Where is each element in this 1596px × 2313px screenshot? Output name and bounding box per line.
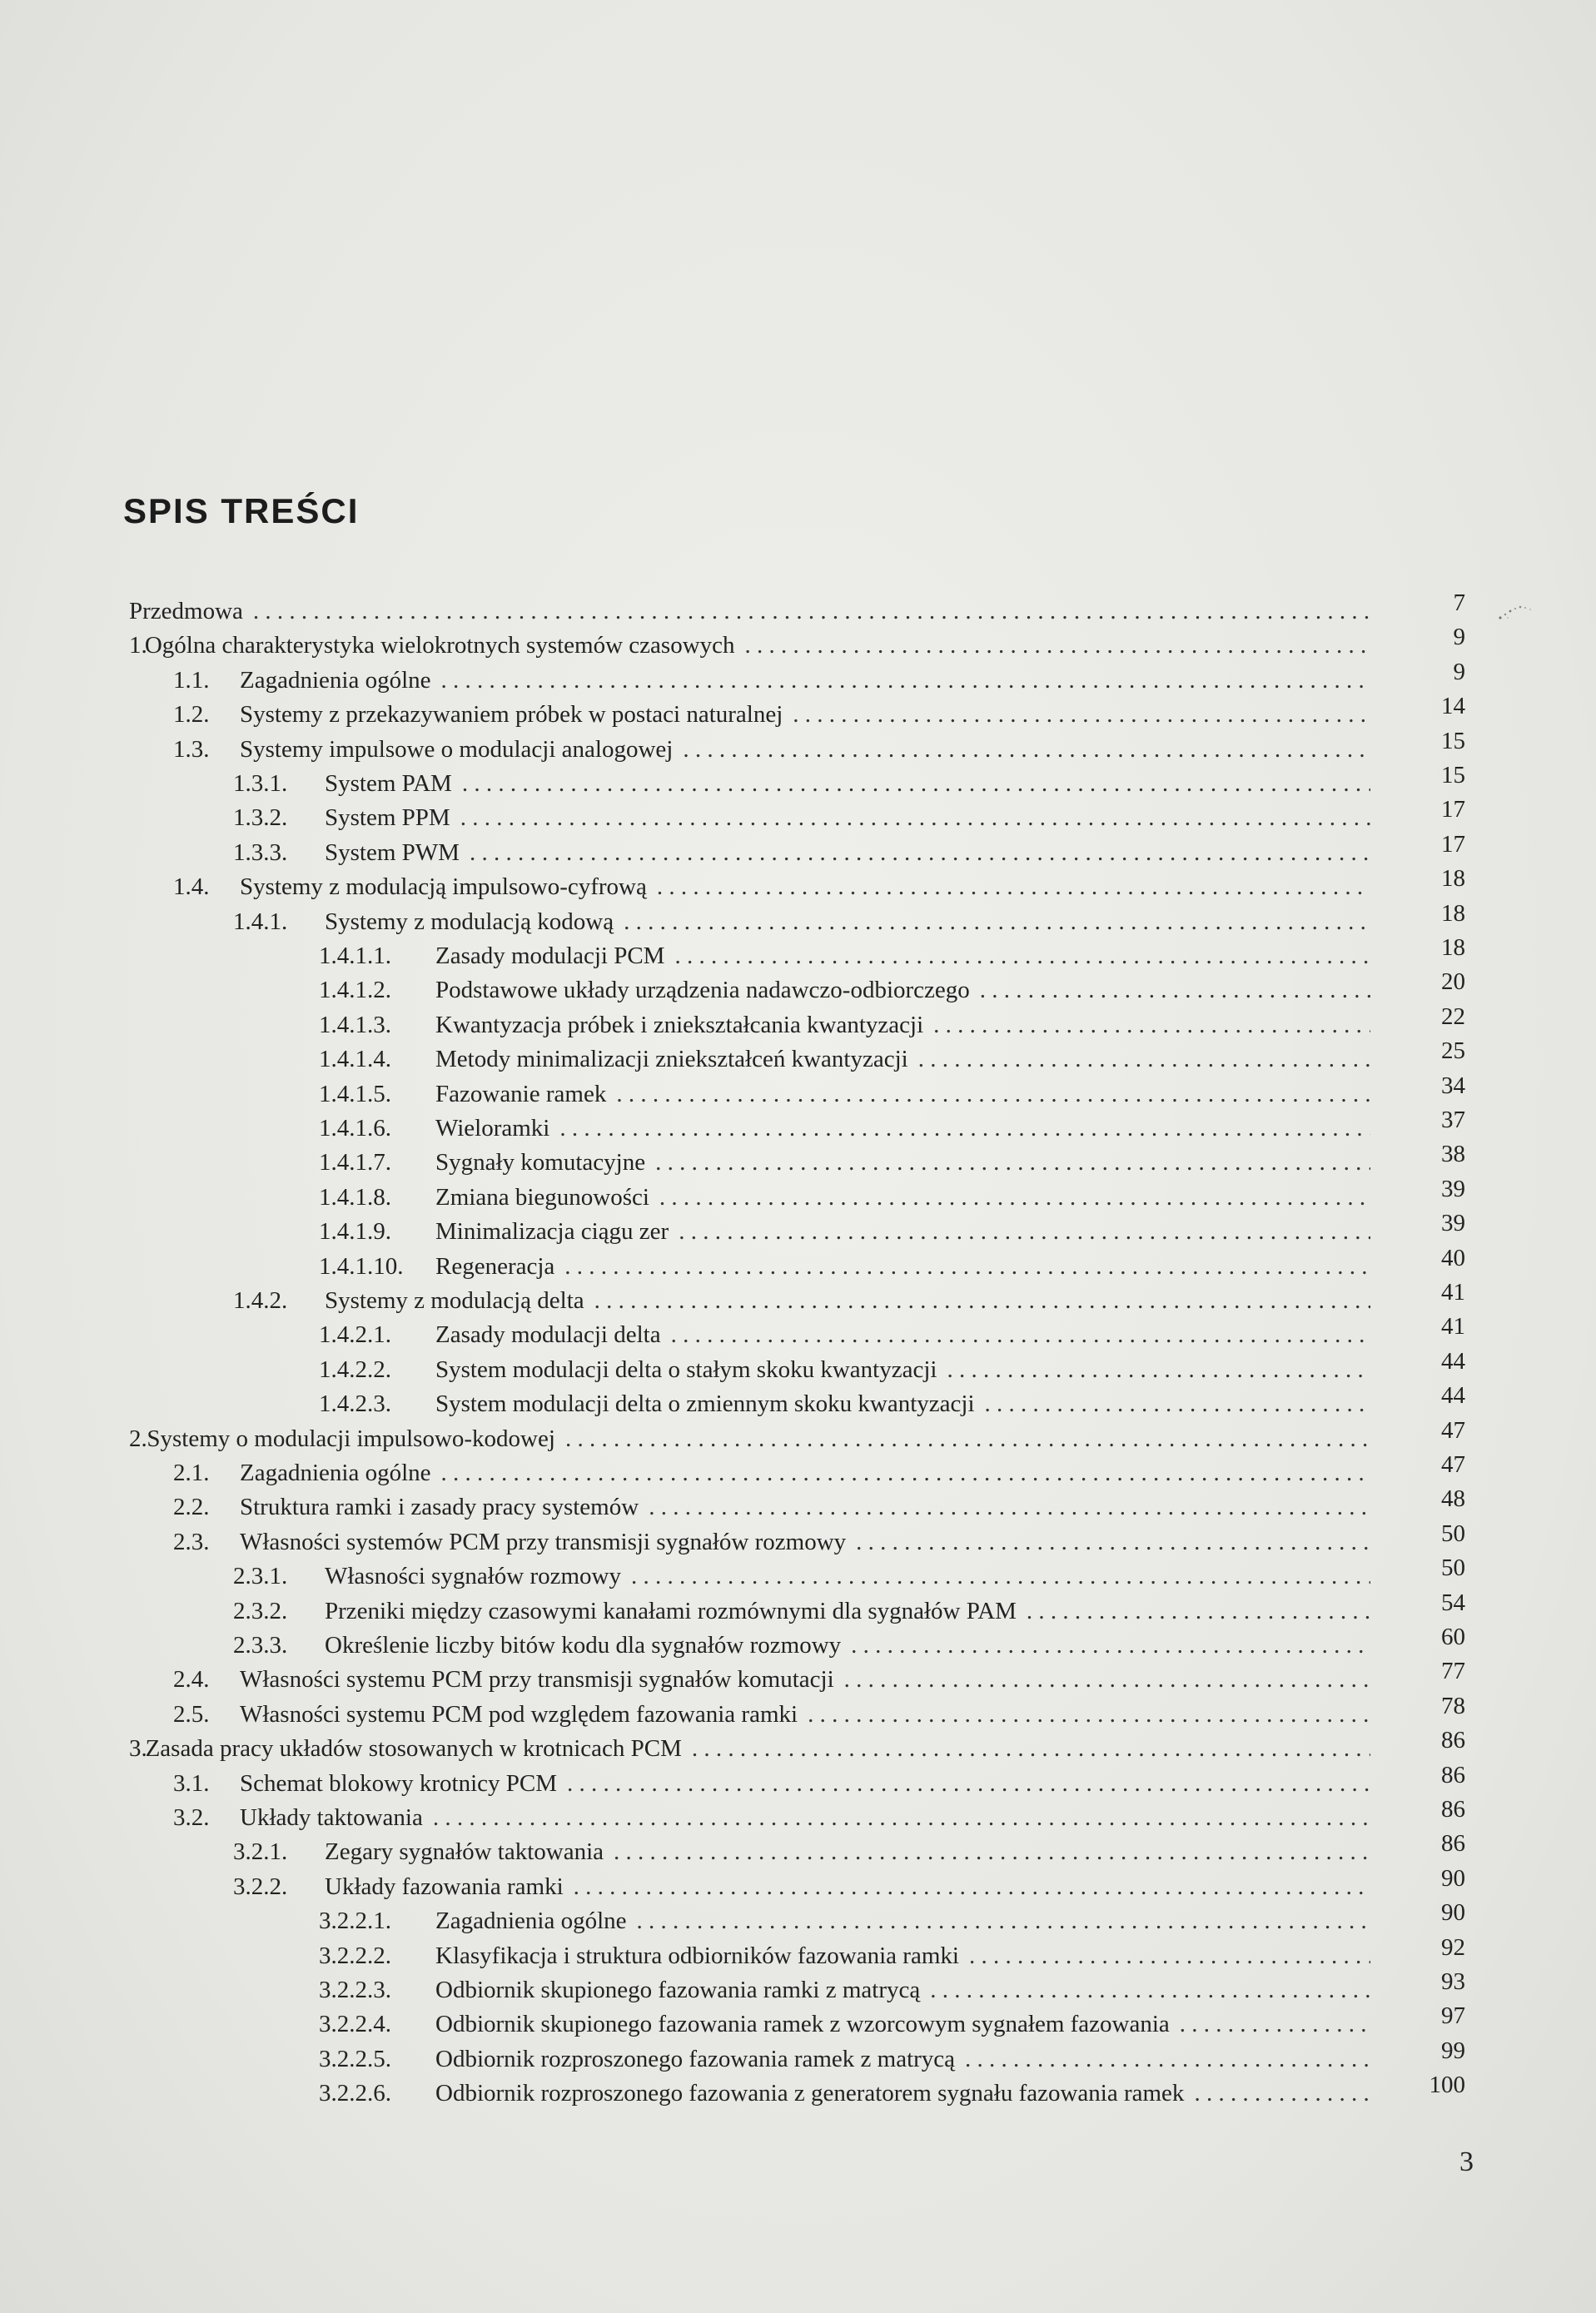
toc-entry-title: Kwantyzacja próbek i zniekształcania kwantyzacji bbox=[435, 1012, 924, 1038]
toc-leader-dots bbox=[567, 1767, 1370, 1801]
toc-entry-title: Odbiornik rozproszonego fazowania ramek z matrycą bbox=[435, 2046, 956, 2072]
toc-entry-page: 44 bbox=[1441, 1382, 1465, 1409]
toc-entry bbox=[173, 1767, 1382, 1801]
toc-leader-dots bbox=[565, 1422, 1370, 1456]
toc-entry-title: Wieloramki bbox=[435, 1115, 550, 1142]
toc-entry bbox=[319, 1318, 1382, 1352]
toc-entry-page: 39 bbox=[1441, 1176, 1465, 1202]
toc-entry-number: 3.2.2.6. bbox=[319, 2080, 391, 2107]
toc-leader-dots bbox=[564, 1250, 1370, 1284]
toc-leader-dots bbox=[624, 905, 1370, 939]
toc-entry bbox=[233, 1835, 1382, 1869]
toc-entry bbox=[129, 629, 1382, 663]
toc-entry bbox=[173, 1663, 1382, 1697]
toc-entry-title: Przeniki między czasowymi kanałami rozmównymi dla sygnałów PAM bbox=[325, 1598, 1017, 1624]
toc-entry-title: Zagadnienia ogólne bbox=[240, 1460, 431, 1486]
toc-leader-dots bbox=[679, 1215, 1370, 1249]
toc-entry-number: 1.4.1.2. bbox=[319, 977, 391, 1003]
toc-entry-page: 77 bbox=[1441, 1658, 1465, 1684]
toc-entry-page: 15 bbox=[1441, 762, 1465, 788]
toc-entry-number: 1.4.1.7. bbox=[319, 1149, 391, 1176]
toc-entry-title: Odbiornik skupionego fazowania ramek z wzorcowym sygnałem fazowania bbox=[435, 2011, 1170, 2037]
toc-leader-dots bbox=[969, 1939, 1370, 1973]
toc-entry-title: System PAM bbox=[325, 770, 452, 797]
toc-entry-page: 34 bbox=[1441, 1072, 1465, 1099]
toc-entry-number: 2.1. bbox=[173, 1460, 210, 1486]
toc-entry-page: 86 bbox=[1441, 1830, 1465, 1857]
toc-entry-title: Układy fazowania ramki bbox=[325, 1873, 564, 1900]
toc-entry bbox=[319, 1387, 1382, 1421]
toc-leader-dots bbox=[1194, 2077, 1370, 2111]
toc-entry-number: 1.4.2.3. bbox=[319, 1390, 391, 1417]
toc-leader-dots bbox=[985, 1387, 1370, 1421]
toc-entry-page: 44 bbox=[1441, 1348, 1465, 1375]
toc-entry-title: Ogólna charakterystyka wielokrotnych systemów czasowych bbox=[144, 632, 735, 659]
page-number: 3 bbox=[1459, 2146, 1474, 2177]
toc-entry-title: Systemy z modulacją impulsowo-cyfrową bbox=[240, 873, 647, 900]
toc-entry-title: Przedmowa bbox=[129, 598, 243, 624]
toc-entry-number: 1. bbox=[129, 632, 147, 659]
toc-leader-dots bbox=[433, 1801, 1370, 1835]
toc-entry-number: 1.3.3. bbox=[233, 839, 288, 866]
toc-entry bbox=[233, 905, 1382, 939]
toc-entry-number: 2.3.1. bbox=[233, 1563, 288, 1589]
toc-entry-number: 3.2.2.5. bbox=[319, 2046, 391, 2072]
toc-entry-page: 14 bbox=[1441, 693, 1465, 719]
toc-entry-page: 47 bbox=[1441, 1451, 1465, 1478]
toc-leader-dots bbox=[1027, 1594, 1370, 1629]
toc-entry bbox=[319, 2077, 1382, 2111]
toc-entry-page: 18 bbox=[1441, 900, 1465, 927]
toc-entry-number: 3.2.2.4. bbox=[319, 2011, 391, 2037]
toc-entry-number: 2.5. bbox=[173, 1701, 210, 1728]
toc-entry bbox=[319, 2042, 1382, 2077]
toc-entry bbox=[319, 1904, 1382, 1938]
toc-entry-title: Systemy z przekazywaniem próbek w postaci naturalnej bbox=[240, 701, 783, 728]
toc-entry bbox=[319, 1353, 1382, 1387]
toc-entry-page: 17 bbox=[1441, 796, 1465, 823]
toc-entry-title: Zagadnienia ogólne bbox=[240, 667, 431, 694]
toc-entry-number: 1.4.1.9. bbox=[319, 1218, 391, 1245]
toc-entry-title: Odbiornik rozproszonego fazowania z generatorem sygnału fazowania ramek bbox=[435, 2080, 1185, 2107]
toc-entry-page: 7 bbox=[1453, 589, 1465, 616]
toc-entry-number: 1.2. bbox=[173, 701, 210, 728]
toc-entry-number: 1.1. bbox=[173, 667, 210, 694]
toc-entry-page: 41 bbox=[1441, 1313, 1465, 1340]
toc-entry-page: 37 bbox=[1441, 1107, 1465, 1133]
toc-entry-number: 1.4. bbox=[173, 873, 210, 900]
toc-entry-number: 3.2.2.1. bbox=[319, 1908, 391, 1934]
toc-entry-page: 92 bbox=[1441, 1934, 1465, 1961]
toc-entry bbox=[233, 801, 1382, 835]
toc-entry-page: 50 bbox=[1441, 1554, 1465, 1581]
toc-entry-number: 3.2.2.3. bbox=[319, 1977, 391, 2003]
toc-entry-page: 39 bbox=[1441, 1210, 1465, 1236]
toc-entry-number: 3.2.2.2. bbox=[319, 1942, 391, 1969]
toc-entry-number: 3. bbox=[129, 1735, 147, 1762]
toc-entry bbox=[173, 1456, 1382, 1490]
toc-entry bbox=[173, 698, 1382, 732]
toc-entry-number: 2.3.3. bbox=[233, 1632, 288, 1659]
toc-leader-dots bbox=[649, 1490, 1370, 1525]
toc-entry-number: 3.2. bbox=[173, 1804, 210, 1831]
toc-entry-page: 17 bbox=[1441, 831, 1465, 858]
toc-leader-dots bbox=[930, 1973, 1370, 2007]
toc-entry-page: 90 bbox=[1441, 1899, 1465, 1926]
toc-leader-dots bbox=[614, 1835, 1370, 1869]
toc-entry bbox=[319, 1973, 1382, 2007]
toc-leader-dots bbox=[462, 767, 1370, 801]
toc-entry-number: 1.4.2.2. bbox=[319, 1356, 391, 1383]
toc-entry-page: 18 bbox=[1441, 865, 1465, 892]
toc-entry-number: 1.4.1.5. bbox=[319, 1081, 391, 1107]
toc-entry-title: Metody minimalizacji zniekształceń kwantyzacji bbox=[435, 1046, 908, 1072]
toc-leader-dots bbox=[671, 1318, 1370, 1352]
toc-entry-page: 86 bbox=[1441, 1762, 1465, 1788]
toc-entry-title: Układy taktowania bbox=[240, 1804, 423, 1831]
toc-leader-dots bbox=[657, 870, 1370, 904]
toc-entry-page: 54 bbox=[1441, 1589, 1465, 1616]
toc-leader-dots bbox=[594, 1284, 1370, 1318]
toc-entry-title: System modulacji delta o stałym skoku kwantyzacji bbox=[435, 1356, 937, 1383]
toc-leader-dots bbox=[637, 1904, 1371, 1938]
toc-entry bbox=[233, 1559, 1382, 1594]
toc-entry-page: 60 bbox=[1441, 1624, 1465, 1650]
toc-entry-title: Własności systemów PCM przy transmisji sygnałów rozmowy bbox=[240, 1529, 847, 1555]
toc-entry bbox=[233, 1629, 1382, 1663]
toc-leader-dots bbox=[793, 698, 1370, 732]
toc-entry-page: 38 bbox=[1441, 1141, 1465, 1167]
toc-leader-dots bbox=[674, 939, 1370, 973]
toc-leader-dots bbox=[441, 664, 1371, 698]
toc-entry-number: 1.3.2. bbox=[233, 804, 288, 831]
toc-entry bbox=[319, 1008, 1382, 1042]
toc-entry bbox=[173, 664, 1382, 698]
toc-entry-title: Regeneracja bbox=[435, 1253, 555, 1280]
toc-entry bbox=[233, 1284, 1382, 1318]
toc-leader-dots bbox=[844, 1663, 1370, 1697]
toc-entry-page: 20 bbox=[1441, 968, 1465, 995]
toc-entry-title: Zasady modulacji delta bbox=[435, 1321, 661, 1348]
toc-entry-page: 47 bbox=[1441, 1417, 1465, 1444]
toc-entry-number: 2.3.2. bbox=[233, 1598, 288, 1624]
toc-entry-title: System PWM bbox=[325, 839, 460, 866]
toc-entry-number: 1.4.1.3. bbox=[319, 1012, 391, 1038]
toc-entry bbox=[233, 767, 1382, 801]
toc-entry-page: 99 bbox=[1441, 2037, 1465, 2064]
toc-entry bbox=[319, 1042, 1382, 1077]
toc-entry-number: 3.2.2. bbox=[233, 1873, 288, 1900]
toc-entry bbox=[319, 2007, 1382, 2042]
toc-leader-dots bbox=[1180, 2007, 1370, 2042]
toc-entry-title: Klasyfikacja i struktura odbiorników fazowania ramki bbox=[435, 1942, 959, 1969]
toc-leader-dots bbox=[745, 629, 1370, 663]
toc-leader-dots bbox=[851, 1629, 1370, 1663]
toc-leader-dots bbox=[918, 1042, 1370, 1077]
toc-entry bbox=[319, 1939, 1382, 1973]
toc-entry-number: 1.3. bbox=[173, 736, 210, 763]
toc-entry-number: 2.3. bbox=[173, 1529, 210, 1555]
toc-entry-number: 1.4.1.1. bbox=[319, 943, 391, 969]
toc-entry-number: 2.4. bbox=[173, 1666, 210, 1693]
toc-entry-number: 3.2.1. bbox=[233, 1838, 288, 1865]
toc-leader-dots bbox=[631, 1559, 1370, 1594]
toc-entry-title: Zagadnienia ogólne bbox=[435, 1908, 627, 1934]
toc-entry-page: 9 bbox=[1453, 659, 1465, 685]
toc-entry bbox=[233, 836, 1382, 870]
toc-entry-number: 1.4.1.8. bbox=[319, 1184, 391, 1211]
toc-leader-dots bbox=[659, 1181, 1370, 1215]
toc-leader-dots bbox=[655, 1146, 1370, 1180]
toc-entry bbox=[129, 1422, 1382, 1456]
toc-entry-page: 9 bbox=[1453, 624, 1465, 650]
toc-entry bbox=[173, 1490, 1382, 1525]
toc-entry-title: Struktura ramki i zasady pracy systemów bbox=[240, 1494, 639, 1520]
toc-leader-dots bbox=[947, 1353, 1370, 1387]
toc-entry-page: 40 bbox=[1441, 1245, 1465, 1271]
toc-entry-title: System modulacji delta o zmiennym skoku kwantyzacji bbox=[435, 1390, 975, 1417]
toc-entry-title: Zmiana biegunowości bbox=[435, 1184, 649, 1211]
toc-entry-page: 50 bbox=[1441, 1520, 1465, 1547]
toc-entry bbox=[233, 1594, 1382, 1629]
toc-entry bbox=[129, 594, 1382, 629]
toc-leader-dots bbox=[856, 1525, 1370, 1559]
toc-entry-page: 18 bbox=[1441, 934, 1465, 961]
page-title: SPIS TREŚCI bbox=[123, 491, 360, 530]
toc-entry-title: Systemy z modulacją kodową bbox=[325, 908, 614, 935]
toc-entry-title: Minimalizacja ciągu zer bbox=[435, 1218, 669, 1245]
toc-entry bbox=[173, 1801, 1382, 1835]
toc-leader-dots bbox=[616, 1077, 1370, 1112]
toc-entry bbox=[319, 1077, 1382, 1112]
toc-leader-dots bbox=[808, 1698, 1370, 1732]
toc-entry-number: 1.4.1.4. bbox=[319, 1046, 391, 1072]
toc-entry-page: 25 bbox=[1441, 1037, 1465, 1064]
toc-entry-title: Określenie liczby bitów kodu dla sygnałów rozmowy bbox=[325, 1632, 842, 1659]
toc-entry bbox=[173, 870, 1382, 904]
toc-entry-title: Własności systemu PCM przy transmisji sygnałów komutacji bbox=[240, 1666, 834, 1693]
toc-leader-dots bbox=[559, 1112, 1370, 1146]
toc-leader-dots bbox=[683, 733, 1370, 767]
toc-entry-title: Systemy impulsowe o modulacji analogowej bbox=[240, 736, 674, 763]
toc-entry-title: Fazowanie ramek bbox=[435, 1081, 607, 1107]
toc-entry-page: 48 bbox=[1441, 1485, 1465, 1512]
toc-entry bbox=[319, 1181, 1382, 1215]
toc-entry-title: Systemy o modulacji impulsowo-kodowej bbox=[147, 1425, 555, 1452]
toc-entry-page: 78 bbox=[1441, 1693, 1465, 1719]
toc-leader-dots bbox=[460, 801, 1370, 835]
toc-leader-dots bbox=[574, 1870, 1370, 1904]
toc-entry-title: System PPM bbox=[325, 804, 450, 831]
toc-entry-number: 1.4.2.1. bbox=[319, 1321, 391, 1348]
toc-entry-title: Zasada pracy układów stosowanych w krotnicach PCM bbox=[145, 1735, 682, 1762]
toc-entry-title: Zasady modulacji PCM bbox=[435, 943, 665, 969]
toc-entry bbox=[319, 1146, 1382, 1180]
toc-entry bbox=[173, 1698, 1382, 1732]
toc-leader-dots bbox=[980, 973, 1370, 1007]
toc-entry bbox=[233, 1870, 1382, 1904]
toc-leader-dots bbox=[441, 1456, 1371, 1490]
toc-entry-page: 93 bbox=[1441, 1968, 1465, 1995]
toc-entry-number: 1.4.2. bbox=[233, 1287, 288, 1314]
ink-speck-decoration bbox=[1492, 593, 1542, 626]
toc-entry-page: 97 bbox=[1441, 2002, 1465, 2029]
toc-entry-page: 15 bbox=[1441, 728, 1465, 754]
toc-entry-title: Własności sygnałów rozmowy bbox=[325, 1563, 621, 1589]
toc-leader-dots bbox=[253, 594, 1370, 629]
toc-entry-number: 1.3.1. bbox=[233, 770, 288, 797]
toc-entry-title: Schemat blokowy krotnicy PCM bbox=[240, 1770, 558, 1797]
toc-entry-number: 1.4.1.10. bbox=[319, 1253, 404, 1280]
toc-entry-title: Sygnały komutacyjne bbox=[435, 1149, 646, 1176]
toc-entry-page: 100 bbox=[1429, 2072, 1465, 2098]
toc-entry-page: 41 bbox=[1441, 1279, 1465, 1306]
toc-entry-page: 86 bbox=[1441, 1727, 1465, 1753]
toc-entry-title: Podstawowe układy urządzenia nadawczo-odbiorczego bbox=[435, 977, 970, 1003]
toc-entry-number: 1.4.1.6. bbox=[319, 1115, 391, 1142]
toc-entry bbox=[129, 1732, 1382, 1766]
toc-leader-dots bbox=[965, 2042, 1370, 2077]
toc-entry-title: Odbiornik skupionego fazowania ramki z matrycą bbox=[435, 1977, 921, 2003]
toc-entry bbox=[319, 973, 1382, 1007]
toc-entry-page: 86 bbox=[1441, 1796, 1465, 1823]
toc-entry bbox=[173, 1525, 1382, 1559]
toc-entry-number: 1.4.1. bbox=[233, 908, 288, 935]
toc-entry-title: Własności systemu PCM pod względem fazowania ramki bbox=[240, 1701, 798, 1728]
toc-entry bbox=[319, 1215, 1382, 1249]
toc-entry-title: Zegary sygnałów taktowania bbox=[325, 1838, 604, 1865]
toc-entry bbox=[319, 939, 1382, 973]
toc-entry bbox=[319, 1112, 1382, 1146]
toc-entry-page: 90 bbox=[1441, 1865, 1465, 1892]
toc-entry-number: 2.2. bbox=[173, 1494, 210, 1520]
toc-entry bbox=[173, 733, 1382, 767]
toc-entry-number: 2. bbox=[129, 1425, 147, 1452]
toc-leader-dots bbox=[933, 1008, 1370, 1042]
toc-leader-dots bbox=[692, 1732, 1370, 1766]
toc-entry bbox=[319, 1250, 1382, 1284]
toc-leader-dots bbox=[470, 836, 1370, 870]
toc-entry-page: 22 bbox=[1441, 1003, 1465, 1030]
toc-entry-number: 3.1. bbox=[173, 1770, 210, 1797]
toc-entry-title: Systemy z modulacją delta bbox=[325, 1287, 584, 1314]
